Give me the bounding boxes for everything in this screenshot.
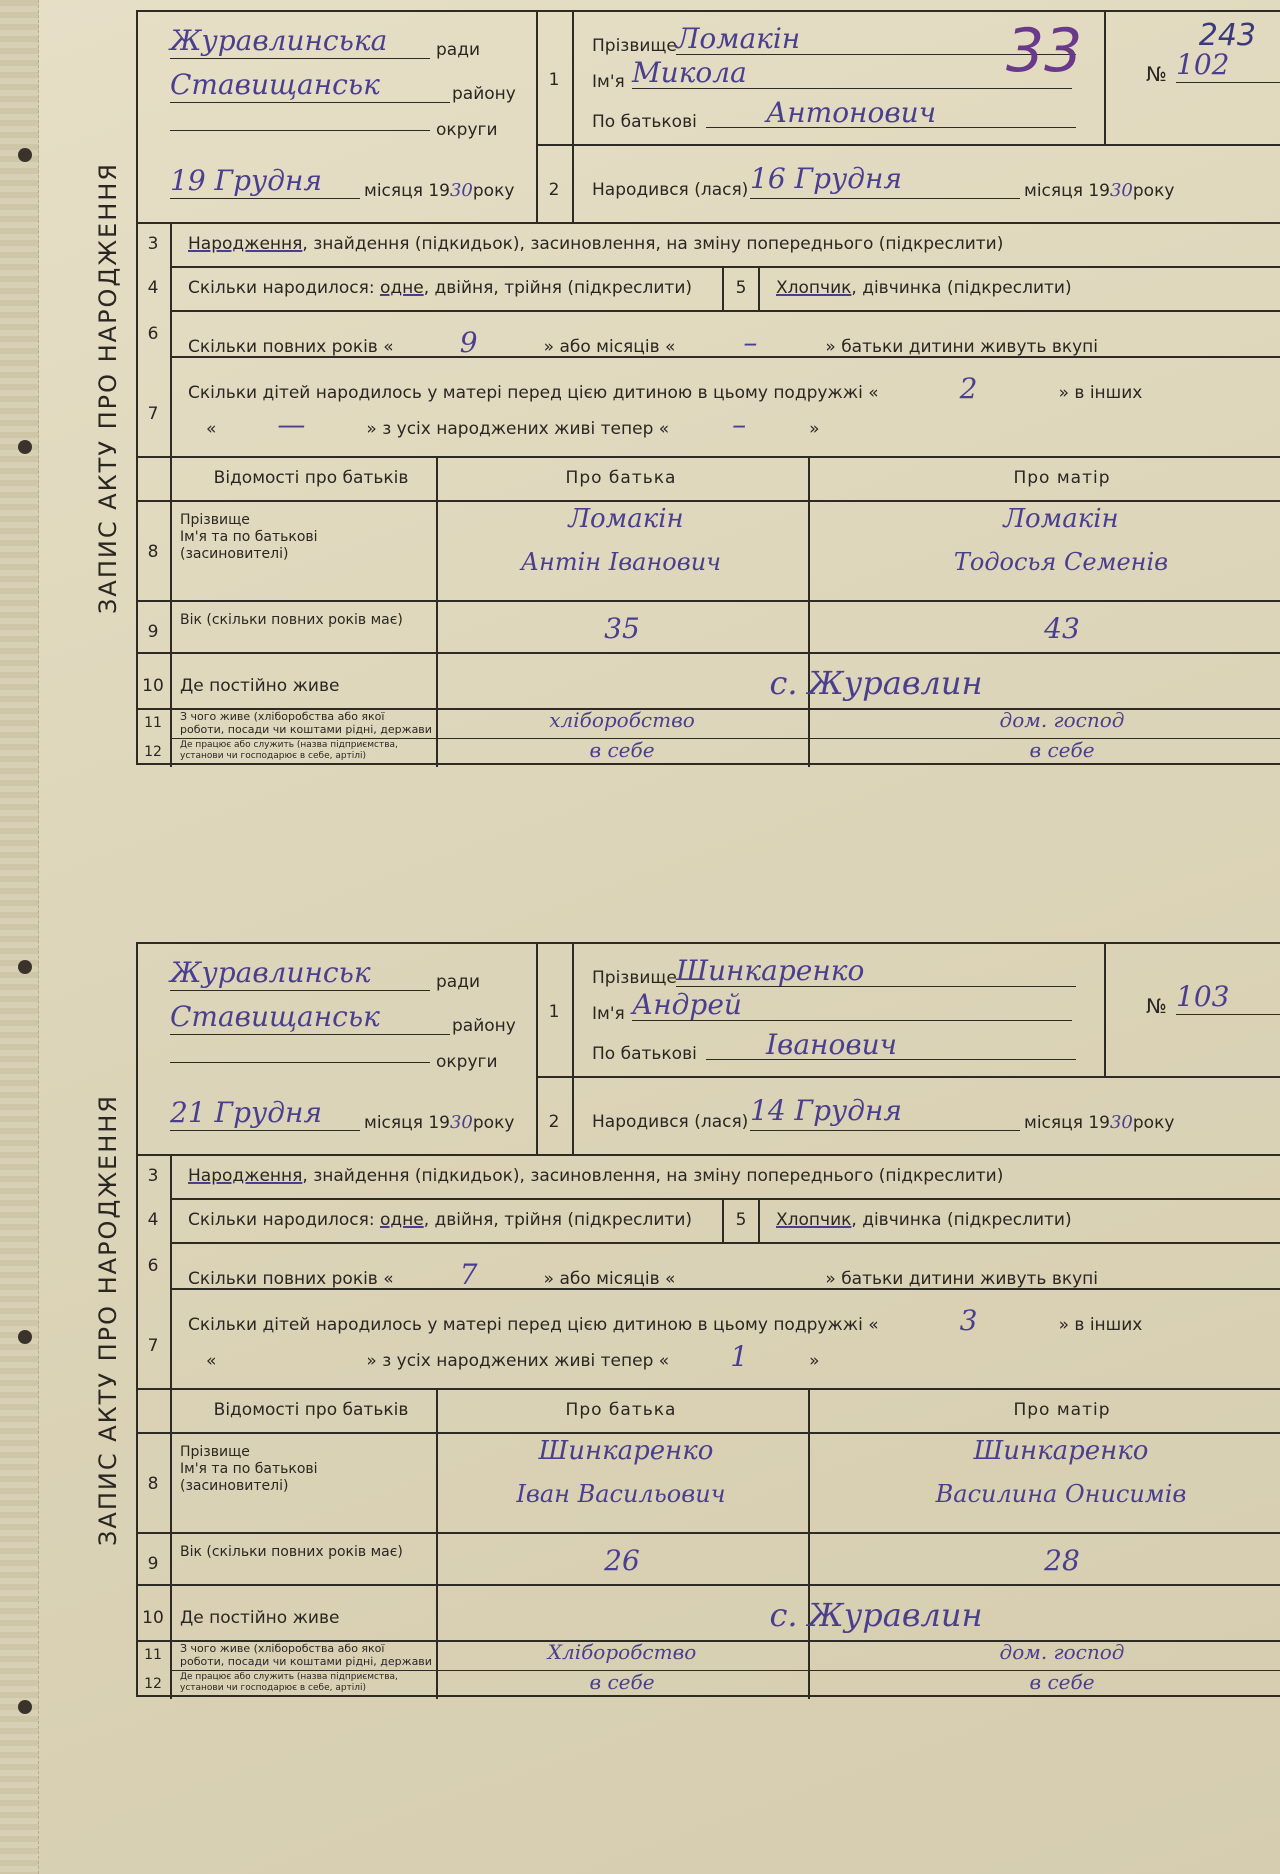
binding-edge: [0, 0, 39, 1874]
row11-label: З чого живе (хліборобства або якої роботи, посади чи коштами рідні, держави: [180, 1642, 432, 1668]
record-number-label: №: [1146, 994, 1167, 1018]
registration-date: 19 Грудня: [170, 164, 360, 199]
binding-hole: [18, 148, 32, 162]
row5-text: Хлопчик, дівчинка (підкреслити): [776, 1210, 1072, 1230]
row12-label: Де працює або служить (назва підприємства, установи чи господарює в себе, артілі): [180, 1672, 398, 1693]
patronymic-label: По батькові: [592, 1044, 697, 1064]
page-number: 243: [1198, 18, 1256, 53]
father-age: 26: [604, 1544, 640, 1577]
mother-work: в себе: [1029, 738, 1095, 762]
row4-text: Скільки народилося: одне, двійня, трійня (підкреслити): [188, 278, 693, 298]
mother-header: Про матір: [1013, 468, 1111, 488]
record-number-label: №: [1146, 62, 1167, 86]
name-label: Ім'я: [592, 1004, 625, 1024]
mother-work: в себе: [1029, 1670, 1095, 1694]
father-name: Іван Васильович: [516, 1480, 726, 1508]
father-work: в себе: [589, 738, 655, 762]
rayon-label: району: [452, 84, 516, 104]
name-value: Микола: [632, 56, 1072, 89]
rayon-value: Ставищанськ: [170, 68, 450, 103]
rada-value: Журавлинськ: [170, 956, 430, 991]
mother-occupation: дом. господ: [999, 1640, 1125, 1664]
okrugy-label: округи: [436, 120, 498, 140]
mother-surname: Шинкаренко: [973, 1436, 1149, 1466]
record-number: 102: [1176, 48, 1280, 83]
registration-month-label: місяця 1930року: [364, 180, 515, 201]
surname-label: Прізвище: [592, 36, 677, 56]
row9-label: Вік (скільки повних років має): [180, 1544, 403, 1560]
row7-line1: Скільки дітей народилось у матері перед цією дитиною в цьому подружжі « 2 » в інших: [188, 372, 1143, 405]
row7-line2: « » з усіх народжених живі тепер « 1 »: [206, 1340, 820, 1373]
binding-hole: [18, 960, 32, 974]
rayon-label: району: [452, 1016, 516, 1036]
record-frame: Журавлинська ради Ставищанськ району округи 19 Грудня місяця 1930року 1 2 Прізвище Ломакін Ім'я Микола По батькові Антонович 33 № 102 Народився (лася) 16 Грудня місяця 1930року 3 Народження, знайдення (підкидьок), засиновлення, на зміну попереднього (підкреслити) 4 Скільки народилося: одне, двійня, трійня (підкреслити) 5 Хлопчик, дівчинка (підкреслити) 6 Скільки повних років « 9 » або місяців « – » батьки дитини живуть вкупі 7 Скільки дітей народилось у матері перед цією дитиною в цьому подружжі « 2 » в інших « — » з усіх народжених живі тепер « – » Відомості про батьків Про батька Про матір 8 Прізвище Ім'я та по батькові (засиновителі) Ломакін Антін Іванович Ломакін Тодосья Семенів 9 Вік (скільки повних років має) 35 43 10 Де постійно живе с. Журавлин 11 12 З чого живе (хліборобства або якої роботи, посади чи коштами рідні, держави хліборобство дом. господ Де працює або служить (назва підприємства, установи чи господарює в себе, артілі) в себе в себе: [136, 10, 1280, 765]
row3-text: Народження, знайдення (підкидьок), засиновлення, на зміну попереднього (підкреслити): [188, 1166, 1004, 1186]
row9-label: Вік (скільки повних років має): [180, 612, 403, 628]
row8-label: Прізвище Ім'я та по батькові (засиновителі): [180, 512, 318, 562]
mother-surname: Ломакін: [1003, 504, 1119, 534]
father-age: 35: [604, 612, 640, 645]
row12-label: Де працює або служить (назва підприємства, установи чи господарює в себе, артілі): [180, 740, 398, 761]
birth-date: 16 Грудня: [750, 162, 1020, 199]
birth-month-label: місяця 1930року: [1024, 1112, 1175, 1133]
father-occupation: хліборобство: [549, 708, 695, 732]
mother-age: 43: [1044, 612, 1080, 645]
parents-header: Відомості про батьків: [213, 468, 409, 488]
stamp-number: 33: [1006, 16, 1083, 86]
binding-hole: [18, 1700, 32, 1714]
binding-hole: [18, 440, 32, 454]
mother-occupation: дом. господ: [999, 708, 1125, 732]
mother-name: Василина Онисимів: [935, 1480, 1187, 1508]
residence: с. Журавлин: [769, 1596, 983, 1634]
record-number: 103: [1176, 980, 1280, 1015]
patronymic-value: Антонович: [706, 96, 1076, 128]
side-title: ЗАПИС АКТУ ПРО НАРОДЖЕННЯ: [80, 10, 138, 765]
father-occupation: Хліборобство: [547, 1640, 697, 1664]
row11-label: З чого живе (хліборобства або якої роботи, посади чи коштами рідні, держави: [180, 710, 432, 736]
name-label: Ім'я: [592, 72, 625, 92]
birth-month-label: місяця 1930року: [1024, 180, 1175, 201]
registration-month-label: місяця 1930року: [364, 1112, 515, 1133]
born-label: Народився (лася): [592, 1112, 749, 1132]
row10-label: Де постійно живе: [180, 676, 340, 696]
father-surname: Шинкаренко: [538, 1436, 714, 1466]
patronymic-value: Іванович: [706, 1028, 1076, 1060]
surname-label: Прізвище: [592, 968, 677, 988]
birth-record-2: [80, 942, 1240, 1697]
row6-text: Скільки повних років « 7 » або місяців « » батьки дитини живуть вкупі: [188, 1258, 1099, 1291]
surname-value: Ломакін: [676, 22, 1076, 55]
binding-hole: [18, 1330, 32, 1344]
rada-label: ради: [436, 972, 481, 992]
father-name: Антін Іванович: [520, 548, 722, 576]
father-header: Про батька: [565, 1400, 677, 1420]
father-surname: Ломакін: [568, 504, 684, 534]
row7-line2: « — » з усіх народжених живі тепер « – »: [206, 408, 820, 441]
born-label: Народився (лася): [592, 180, 749, 200]
mother-name: Тодосья Семенів: [953, 548, 1169, 576]
rada-value: Журавлинська: [170, 24, 430, 59]
rayon-value: Ставищанськ: [170, 1000, 450, 1035]
okrugy-line: [170, 130, 430, 131]
father-work: в себе: [589, 1670, 655, 1694]
row6-text: Скільки повних років « 9 » або місяців « – » батьки дитини живуть вкупі: [188, 326, 1099, 359]
father-header: Про батька: [565, 468, 677, 488]
name-value: Андрей: [632, 988, 1072, 1021]
row10-label: Де постійно живе: [180, 1608, 340, 1628]
row7-line1: Скільки дітей народилось у матері перед цією дитиною в цьому подружжі « 3 » в інших: [188, 1304, 1143, 1337]
rada-label: ради: [436, 40, 481, 60]
row4-text: Скільки народилося: одне, двійня, трійня (підкреслити): [188, 1210, 693, 1230]
record-frame: Журавлинськ ради Ставищанськ району округи 21 Грудня місяця 1930року 1 2 Прізвище Шинкаренко Ім'я Андрей По батькові Іванович № 103 Народився (лася) 14 Грудня місяця 1930року 3 Народження, знайдення (підкидьок), засиновлення, на зміну попереднього (підкреслити) 4 Скільки народилося: одне, двійня, трійня (підкреслити) 5 Хлопчик, дівчинка (підкреслити) 6 Скільки повних років « 7 » або місяців « » батьки дитини живуть вкупі 7 Скільки дітей народилось у матері перед цією дитиною в цьому подружжі « 3 » в інших « » з усіх народжених живі тепер « 1 » Відомості про батьків Про батька Про матір 8 Прізвище Ім'я та по батькові (засиновителі) Шинкаренко Іван Васильович Шинкаренко Василина Онисимів 9 Вік (скільки повних років має) 26 28 10 Де постійно живе с. Журавлин 11 12 З чого живе (хліборобства або якої роботи, посади чи коштами рідні, держави Хліборобство дом. господ Де працює або служить (назва підприємства, установи чи господарює в себе, артілі) в себе в себе: [136, 942, 1280, 1697]
okrugy-line: [170, 1062, 430, 1063]
parents-header: Відомості про батьків: [213, 1400, 409, 1420]
okrugy-label: округи: [436, 1052, 498, 1072]
mother-header: Про матір: [1013, 1400, 1111, 1420]
row5-text: Хлопчик, дівчинка (підкреслити): [776, 278, 1072, 298]
patronymic-label: По батькові: [592, 112, 697, 132]
mother-age: 28: [1044, 1544, 1080, 1577]
row3-text: Народження, знайдення (підкидьок), засиновлення, на зміну попереднього (підкреслити): [188, 234, 1004, 254]
residence: с. Журавлин: [769, 664, 983, 702]
birth-date: 14 Грудня: [750, 1094, 1020, 1131]
registration-date: 21 Грудня: [170, 1096, 360, 1131]
surname-value: Шинкаренко: [676, 954, 1076, 987]
side-title: ЗАПИС АКТУ ПРО НАРОДЖЕННЯ: [80, 942, 138, 1697]
row8-label: Прізвище Ім'я та по батькові (засиновителі): [180, 1444, 318, 1494]
birth-record-1: [80, 10, 1240, 765]
